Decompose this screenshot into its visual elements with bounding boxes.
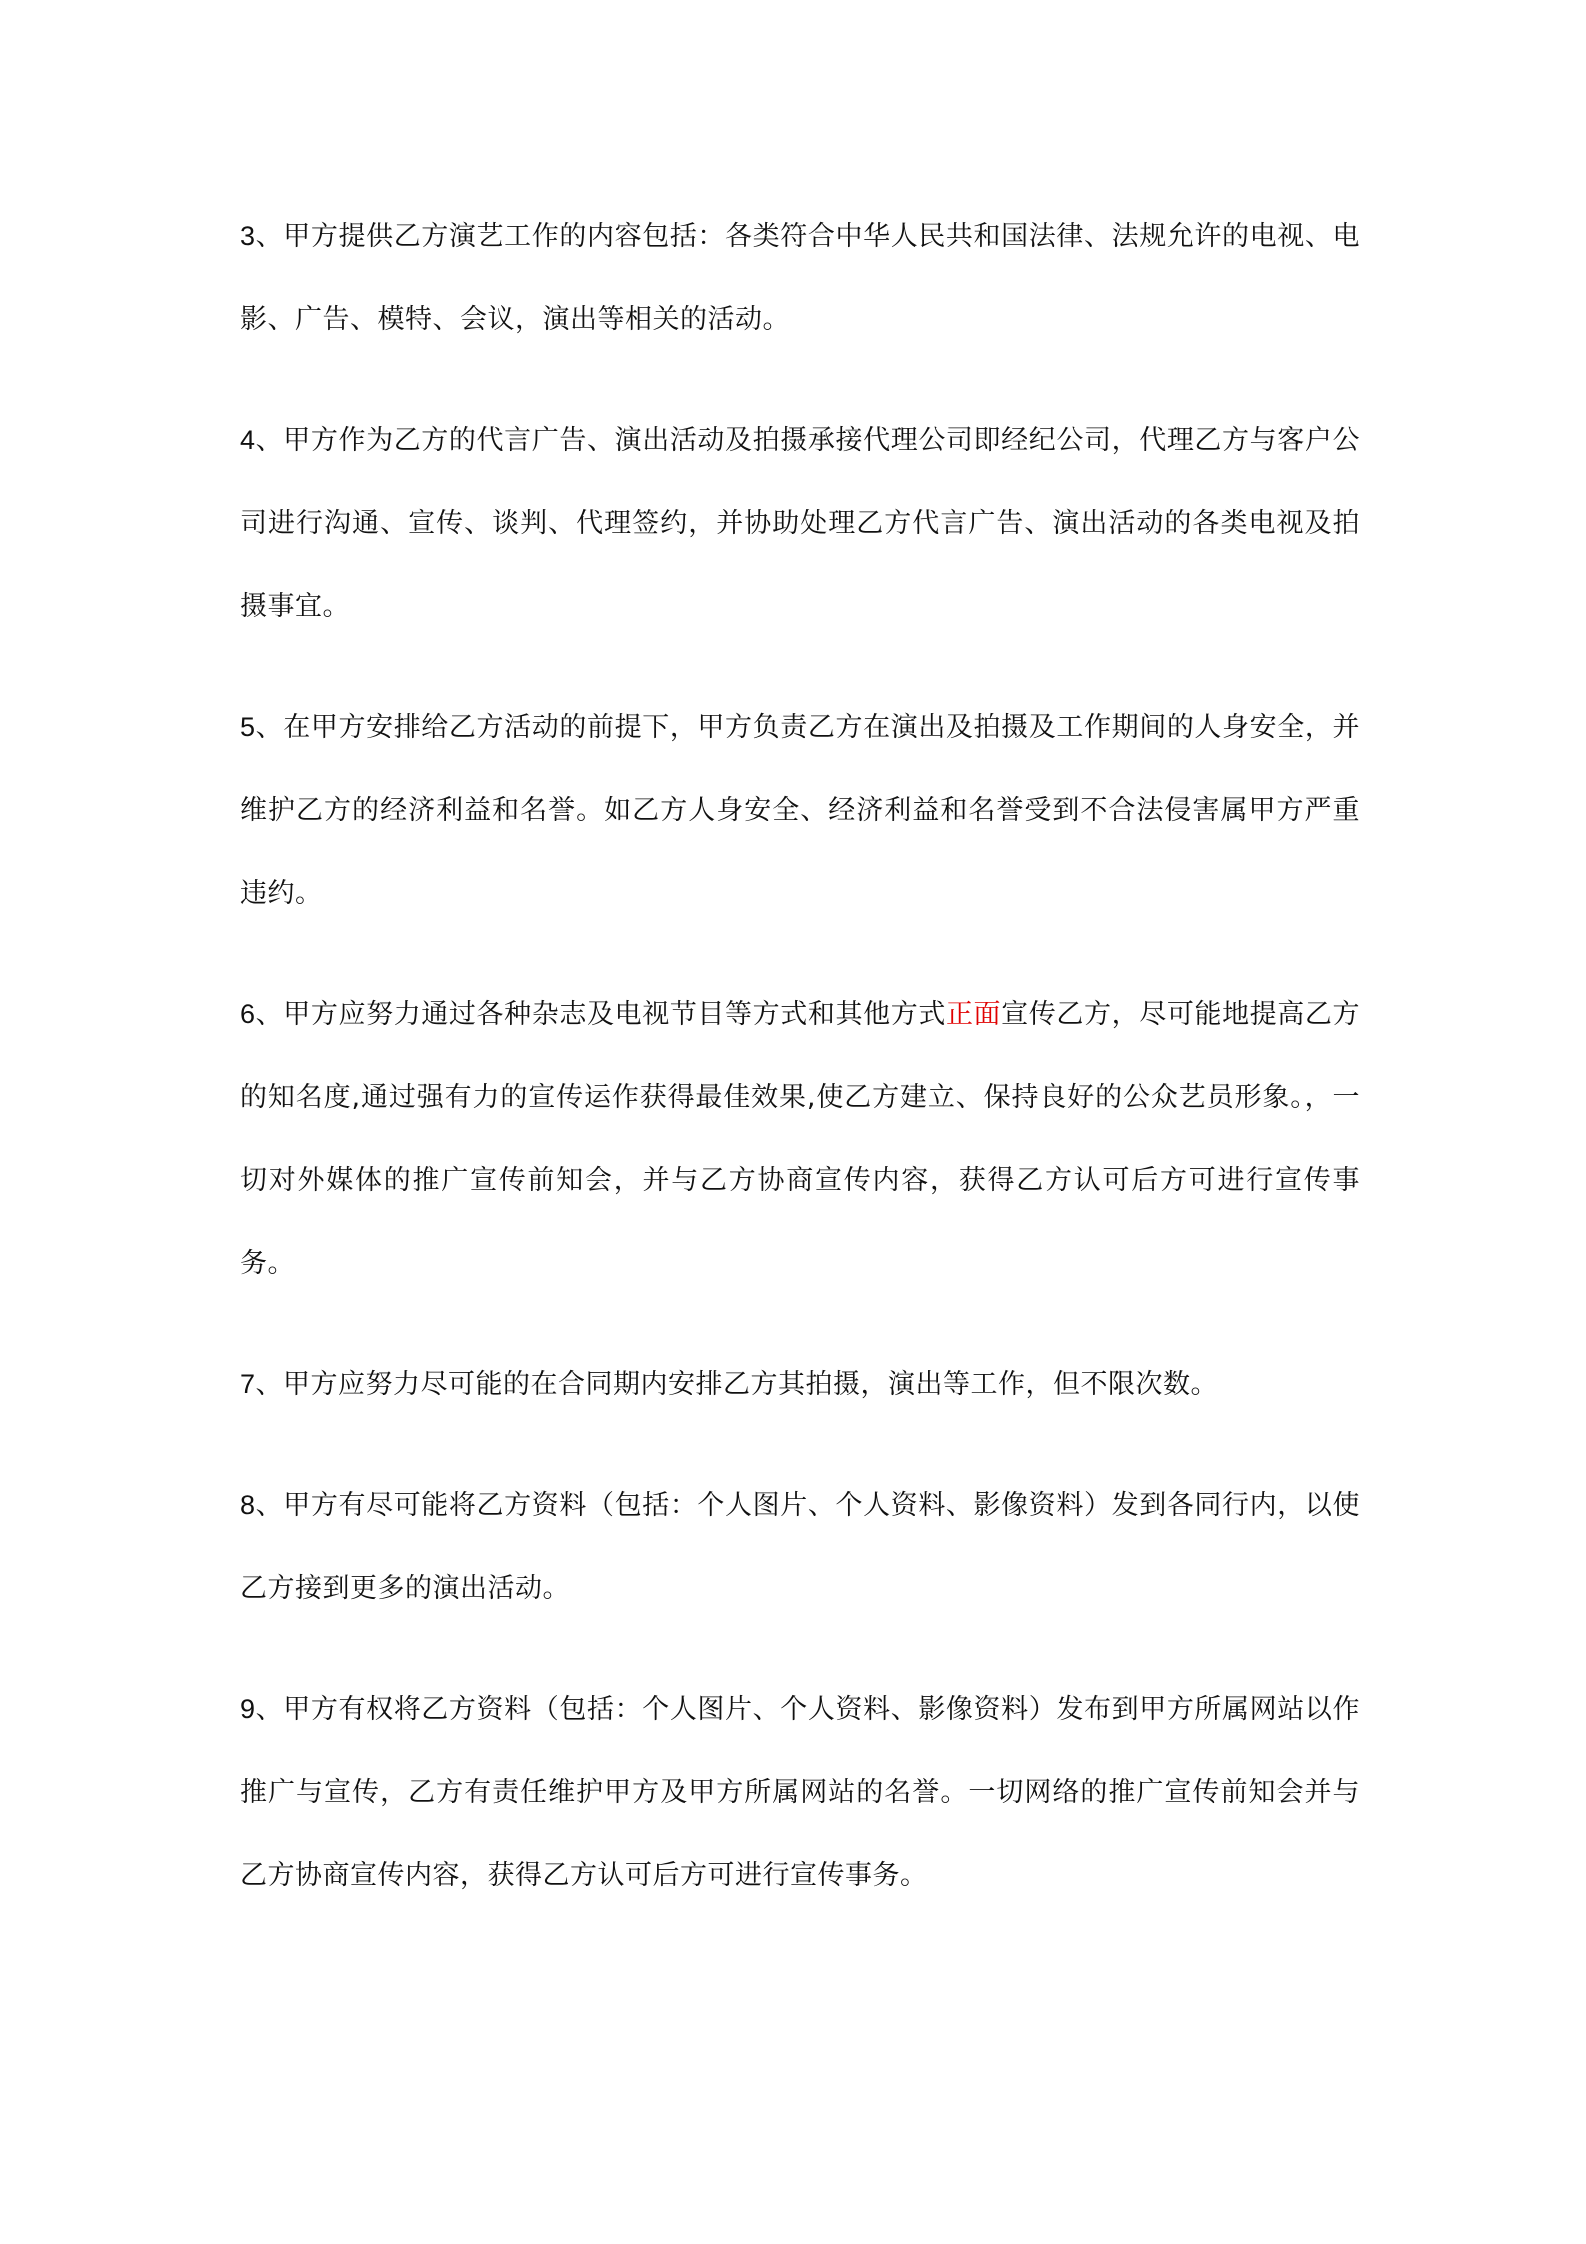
clause-number: 7、 — [240, 1369, 284, 1399]
clause-text: 甲方应努力尽可能的在合同期内安排乙方其拍摄，演出等工作，但不限次数。 — [283, 1369, 1219, 1400]
clause-number: 3、 — [240, 221, 284, 251]
clause-text: 甲方有尽可能将乙方资料（包括：个人图片、个人资料、影像资料）发到各同行内，以使乙方接到更多的演出活动。 — [240, 1490, 1360, 1604]
clause-number: 5、 — [240, 712, 284, 742]
clause-9 — [240, 1668, 1360, 1917]
clause-number: 6、 — [240, 999, 284, 1029]
clause-text-after: 宣传乙方，尽可能地提高乙方的知名度,通过强有力的宣传运作获得最佳效果,使乙方建立、保持良好的公众艺员形象。，一切对外媒体的推广宣传前知会，并与乙方协商宣传内容，获得乙方认可后方可进行宣传事务。 — [240, 999, 1361, 1279]
clause-3 — [240, 195, 1360, 361]
clause-text-before: 甲方应努力通过各种杂志及电视节目等方式和其他方式 — [283, 999, 946, 1030]
clause-7 — [240, 1343, 1360, 1426]
clause-text: 甲方作为乙方的代言广告、演出活动及拍摄承接代理公司即经纪公司，代理乙方与客户公司进行沟通、宣传、谈判、代理签约，并协助处理乙方代言广告、演出活动的各类电视及拍摄事宜。 — [240, 425, 1360, 622]
clause-5 — [240, 686, 1360, 935]
highlighted-text: 正面 — [945, 999, 1002, 1030]
clause-number: 8、 — [240, 1490, 284, 1520]
clause-number: 4、 — [240, 425, 284, 455]
clause-8 — [240, 1464, 1360, 1630]
clause-text: 在甲方安排给乙方活动的前提下，甲方负责乙方在演出及拍摄及工作期间的人身安全，并维护乙方的经济利益和名誉。如乙方人身安全、经济利益和名誉受到不合法侵害属甲方严重违约。 — [240, 712, 1360, 909]
clause-number: 9、 — [240, 1694, 284, 1724]
clause-6 — [240, 973, 1360, 1305]
document-page — [240, 195, 1360, 1955]
clause-text: 甲方有权将乙方资料（包括：个人图片、个人资料、影像资料）发布到甲方所属网站以作推广与宣传，乙方有责任维护甲方及甲方所属网站的名誉。一切网络的推广宣传前知会并与乙方协商宣传内容，获得乙方认可后方可进行宣传事务。 — [240, 1694, 1360, 1891]
clause-text: 甲方提供乙方演艺工作的内容包括：各类符合中华人民共和国法律、法规允许的电视、电影、广告、模特、会议，演出等相关的活动。 — [240, 221, 1360, 335]
clause-4 — [240, 399, 1360, 648]
